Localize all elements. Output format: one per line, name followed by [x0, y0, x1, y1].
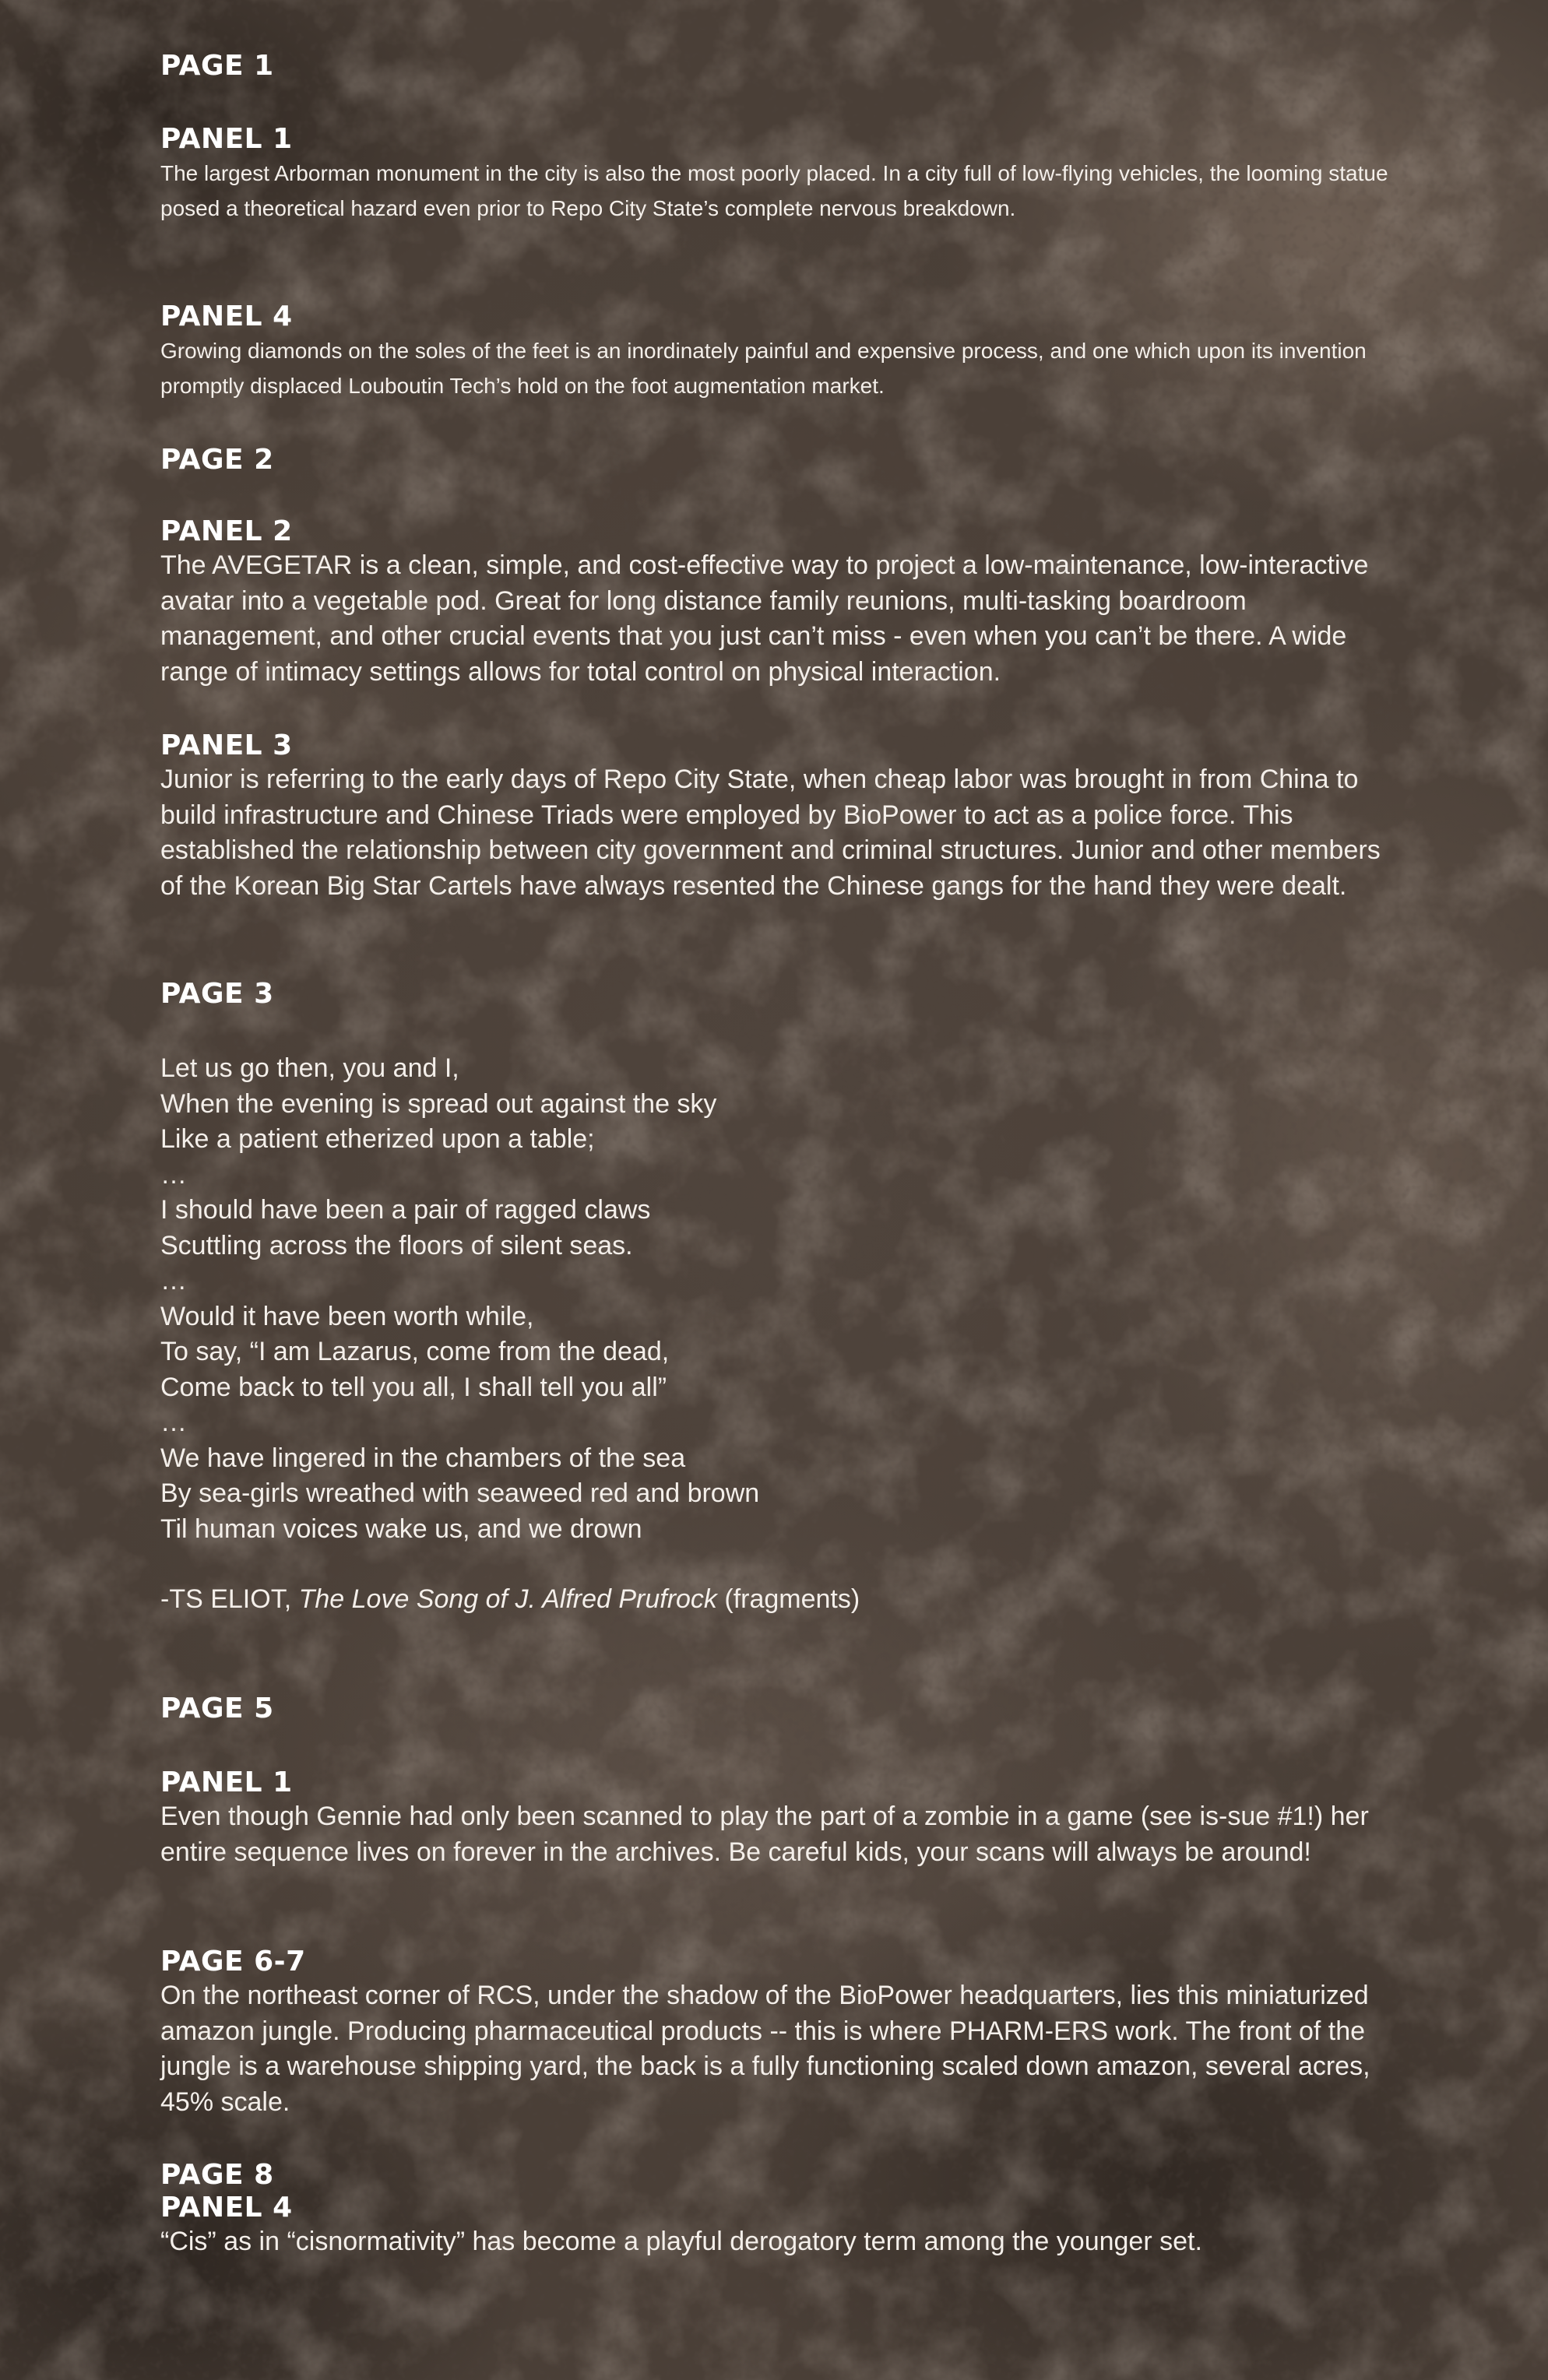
poem-line: …: [160, 1266, 187, 1295]
poem-line: Would it have been worth while,: [160, 1301, 534, 1331]
poem-line: …: [160, 1408, 187, 1437]
page-8-heading: PAGE 8: [160, 2159, 274, 2191]
page-5-heading: PAGE 5: [160, 1693, 274, 1724]
panel-text: Even though Gennie had only been scanned to play the part of a zombie in a game (see is-sue #1!) her entire sequence lives on forever in the archives. Be careful kids, your scans will always be around!: [160, 1802, 1369, 1867]
panel-heading: PANEL 4: [160, 301, 293, 332]
attribution-title: The Love Song of J. Alfred Prufrock: [298, 1584, 717, 1614]
panel-text: Growing diamonds on the soles of the feet is an inordinately painful and expensive process, and one which upon its invention promptly displaced Louboutin Tech’s hold on the foot augmentation market.: [160, 339, 1367, 398]
poem-line: I should have been a pair of ragged claws: [160, 1195, 651, 1225]
panel-heading: PANEL 1: [160, 1767, 293, 1798]
page-3-section: [160, 978, 1406, 1011]
attribution-suffix: (fragments): [716, 1584, 860, 1614]
page-8-section: [160, 2159, 1406, 2260]
page-3-heading: PAGE 3: [160, 978, 274, 1010]
poem-line: Scuttling across the floors of silent seas.: [160, 1230, 633, 1260]
panel-text: The largest Arborman monument in the city is also the most poorly placed. In a city full of low-flying vehicles, the looming statue posed a theoretical hazard even prior to Repo City State’s complete nervous breakdown.: [160, 161, 1388, 220]
panel-heading: PANEL 2: [160, 515, 293, 547]
panel-heading: PANEL 1: [160, 123, 293, 155]
panel-heading: PANEL 4: [160, 2192, 293, 2224]
poem-line: Let us go then, you and I,: [160, 1053, 459, 1083]
page-1-panel-1: [160, 123, 1398, 226]
poem-line: When the evening is spread out against the sky: [160, 1088, 717, 1119]
page-1-section: [160, 50, 274, 83]
page-6-7-section: [160, 1946, 1406, 2120]
poem-line: …: [160, 1159, 187, 1190]
poem-line: To say, “I am Lazarus, come from the dead,: [160, 1337, 670, 1366]
panel-heading: PANEL 3: [160, 729, 293, 761]
poem-attribution: [160, 1582, 1406, 1618]
page-2-panel-2: [160, 515, 1406, 690]
panel-text: The AVEGETAR is a clean, simple, and cost-effective way to project a low-maintenance, low-interactive avatar into a vegetable pod. Great for long distance family reunions, multi-tasking boardroom management, and other crucial events that you just can’t miss - even when you can’t be there. A wide range of intimacy settings allows for total control on physical interaction.: [160, 550, 1369, 687]
page-5-panel-1: [160, 1767, 1383, 1870]
page-2-heading: PAGE 2: [160, 444, 274, 476]
poem-line: Come back to tell you all, I shall tell you all”: [160, 1372, 667, 1402]
page-2-section: [160, 444, 274, 476]
attribution-author: -TS ELIOT,: [160, 1584, 299, 1614]
poem-line: By sea-girls wreathed with seaweed red and brown: [160, 1478, 760, 1508]
poem-excerpt: [160, 1051, 1406, 1547]
panel-text: Junior is referring to the early days of Repo City State, when cheap labor was brought in from China to build infrastructure and Chinese Triads were employed by BioPower to act as a police force. This established the relationship between city government and criminal structures. Junior and other members of the Korean Big Star Cartels have always resented the Chinese gangs for the hand they were dealt.: [160, 765, 1381, 901]
poem-line: We have lingered in the chambers of the sea: [160, 1443, 686, 1473]
panel-text: “Cis” as in “cisnormativity” has become a playful derogatory term among the younger set.: [160, 2227, 1202, 2256]
page-1-heading: PAGE 1: [160, 50, 274, 82]
page-6-7-heading: PAGE 6-7: [160, 1946, 306, 1977]
page-1-panel-4: [160, 301, 1406, 403]
page-2-panel-3: [160, 729, 1406, 904]
poem-line: Like a patient etherized upon a table;: [160, 1124, 595, 1154]
section-text: On the northeast corner of RCS, under the shadow of the BioPower headquarters, lies this miniaturized amazon jungle. Producing pharmaceutical products -- this is where PHARM-ERS work. The front of the jungle is a warehouse shipping yard, the back is a fully functioning scaled down amazon, several acres, 45% scale.: [160, 1981, 1370, 2117]
poem-line: Til human voices wake us, and we drown: [160, 1513, 642, 1544]
page-5-section: [160, 1693, 274, 1725]
